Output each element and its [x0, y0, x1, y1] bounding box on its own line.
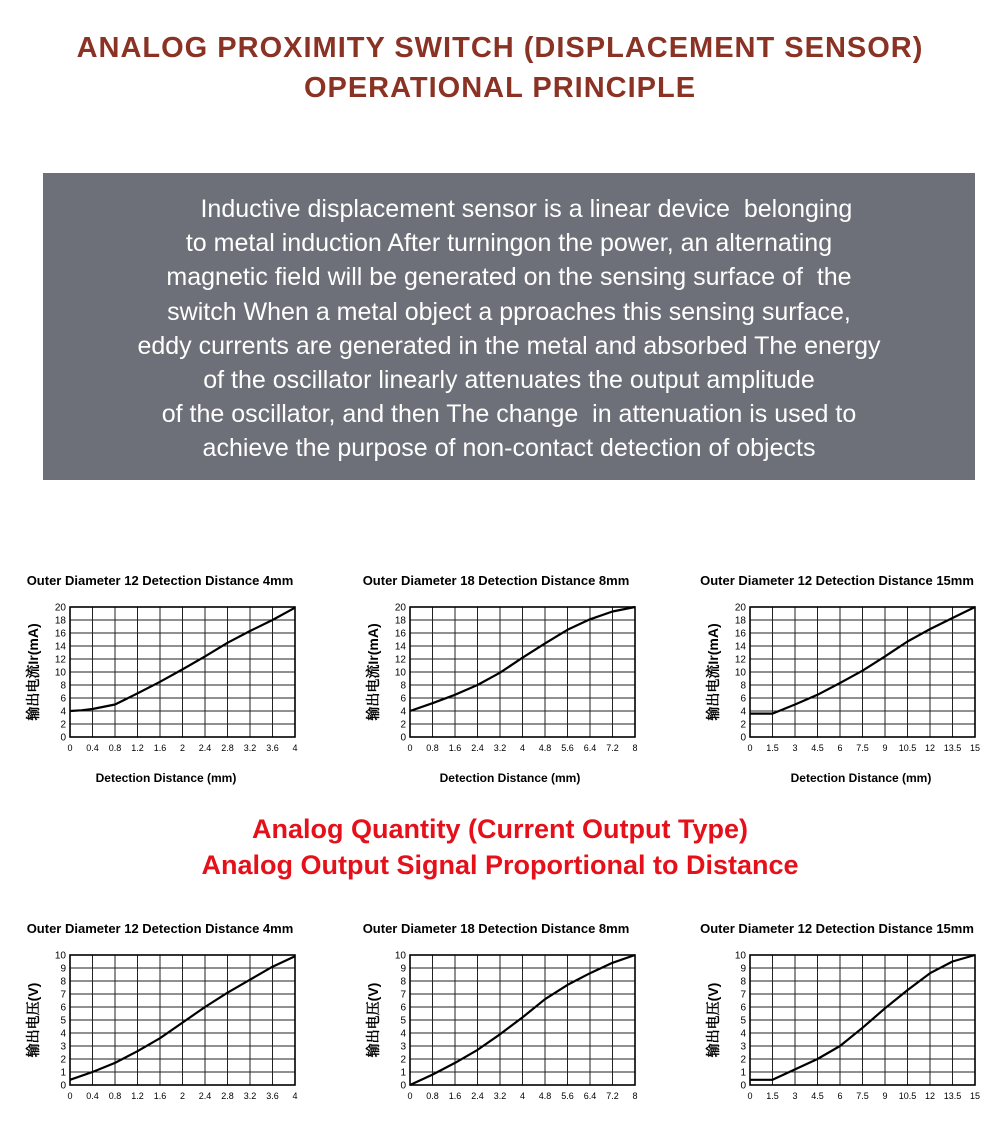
x-tick-label: 3.2 — [243, 1091, 257, 1101]
chart-xlabel: Detection Distance (mm) — [95, 771, 237, 785]
current-chart-12-4mm — [0, 595, 330, 760]
y-tick-label: 4 — [60, 1028, 66, 1040]
description-box — [43, 173, 975, 480]
y-tick-label: 4 — [740, 1028, 746, 1040]
x-tick-label: 3.6 — [266, 1091, 279, 1101]
description-line: to metal induction After turningon the power, an alternating — [185, 229, 833, 258]
y-tick-label: 14 — [54, 641, 66, 653]
section-title — [0, 811, 1000, 883]
x-tick-label: 1.6 — [153, 1091, 167, 1101]
voltage-chart-12-15mm — [680, 943, 1000, 1108]
chart-title: Outer Diameter 18 Detection Distance 8mm — [362, 921, 630, 936]
x-tick-label: 4.5 — [811, 743, 824, 753]
x-tick-label: 4.5 — [811, 1091, 824, 1101]
chart-title: Outer Diameter 12 Detection Distance 15mm — [700, 573, 974, 588]
chart-grid — [750, 607, 975, 737]
x-tick-label: 3 — [792, 743, 798, 753]
x-tick-label: 0 — [67, 743, 73, 753]
chart-grid — [750, 955, 975, 1085]
x-tick-label: 5.6 — [561, 743, 574, 753]
chart-xlabel: Detection Distance (mm) — [790, 771, 932, 785]
description-line: switch When a metal object a pproaches this sensing surface, — [167, 297, 851, 326]
y-tick-label: 2 — [400, 1054, 406, 1066]
x-tick-label: 6.4 — [583, 1091, 597, 1101]
x-tick-label: 0 — [67, 1091, 73, 1101]
description-line: Inductive displacement sensor is a linear device belonging — [165, 195, 853, 223]
y-tick-label: 14 — [394, 641, 406, 653]
chart-title: Outer Diameter 12 Detection Distance 4mm — [26, 921, 294, 936]
y-tick-label: 10 — [394, 667, 406, 679]
x-tick-label: 9 — [882, 743, 888, 753]
x-tick-label: 0.4 — [86, 1091, 99, 1101]
x-tick-label: 15 — [969, 743, 981, 753]
y-tick-label: 18 — [54, 615, 66, 627]
y-tick-label: 2 — [60, 719, 66, 731]
y-tick-label: 20 — [734, 602, 746, 614]
y-tick-label: 8 — [400, 680, 406, 692]
y-tick-label: 3 — [60, 1041, 66, 1053]
x-tick-label: 2.8 — [221, 1091, 234, 1101]
x-tick-label: 7.2 — [606, 1091, 619, 1101]
x-tick-label: 3.2 — [243, 743, 257, 753]
y-tick-label: 1 — [60, 1067, 66, 1079]
x-tick-label: 8 — [632, 743, 638, 753]
y-tick-label: 6 — [740, 693, 746, 705]
y-tick-label: 10 — [54, 667, 66, 679]
y-tick-label: 5 — [400, 1015, 406, 1027]
y-tick-label: 1 — [400, 1067, 406, 1079]
y-tick-label: 4 — [400, 706, 406, 718]
x-tick-label: 7.5 — [856, 1091, 869, 1101]
chart-grid — [410, 955, 635, 1085]
description-line: of the oscillator, and then The change in attenuation is used to — [161, 400, 857, 429]
x-tick-label: 4 — [519, 1091, 526, 1101]
y-tick-label: 0 — [60, 732, 66, 744]
y-tick-label: 18 — [394, 615, 406, 627]
x-tick-label: 0 — [747, 743, 753, 753]
y-tick-label: 8 — [400, 976, 406, 988]
x-tick-label: 3.2 — [493, 743, 507, 753]
x-tick-label: 1.2 — [131, 743, 144, 753]
y-tick-label: 20 — [54, 602, 66, 614]
y-tick-label: 0 — [400, 1080, 406, 1092]
y-tick-label: 7 — [740, 989, 746, 1001]
x-tick-label: 0.8 — [108, 1091, 122, 1101]
x-tick-label: 3.2 — [493, 1091, 507, 1101]
y-tick-label: 12 — [394, 654, 406, 666]
y-tick-label: 4 — [60, 706, 66, 718]
x-tick-label: 4 — [292, 743, 298, 753]
y-tick-label: 12 — [54, 654, 66, 666]
x-tick-label: 15 — [969, 1091, 981, 1101]
voltage-chart-12-4mm — [0, 943, 330, 1108]
y-tick-label: 16 — [54, 628, 66, 640]
y-tick-label: 6 — [60, 693, 66, 705]
x-tick-label: 4.8 — [538, 743, 552, 753]
y-axis-label: 输出电压(V) — [705, 982, 721, 1058]
x-tick-label: 13.5 — [943, 1091, 962, 1101]
y-tick-label: 6 — [400, 693, 406, 705]
chart-grid — [70, 955, 295, 1085]
y-tick-label: 6 — [60, 1002, 66, 1014]
x-tick-label: 1.6 — [153, 743, 167, 753]
x-tick-label: 13.5 — [943, 743, 962, 753]
x-tick-label: 0 — [407, 1091, 413, 1101]
x-tick-label: 2.4 — [471, 1091, 484, 1101]
y-tick-label: 3 — [740, 1041, 746, 1053]
y-tick-label: 8 — [60, 680, 66, 692]
page-title-line2: OPERATIONAL PRINCIPLE — [303, 72, 697, 104]
x-tick-label: 0.8 — [426, 743, 439, 753]
y-tick-label: 4 — [740, 706, 746, 718]
x-tick-label: 1.6 — [448, 743, 462, 753]
x-tick-label: 0.8 — [108, 743, 122, 753]
y-tick-label: 9 — [60, 963, 66, 975]
x-tick-label: 12 — [924, 743, 936, 753]
chart-title: Outer Diameter 18 Detection Distance 8mm — [362, 573, 630, 588]
y-tick-label: 9 — [400, 963, 406, 975]
y-tick-label: 12 — [734, 654, 746, 666]
y-axis-label: 输出电流Ir(mA) — [705, 623, 721, 721]
y-tick-label: 8 — [740, 976, 746, 988]
x-tick-label: 5.6 — [561, 1091, 574, 1101]
x-tick-label: 0 — [747, 1091, 753, 1101]
x-tick-label: 2.4 — [198, 1091, 212, 1101]
x-tick-label: 6 — [837, 743, 843, 753]
chart-title: Outer Diameter 12 Detection Distance 15mm — [700, 921, 974, 936]
x-tick-label: 2 — [179, 1091, 186, 1101]
x-tick-label: 3 — [792, 1091, 798, 1101]
chart-grid — [410, 607, 635, 737]
section-title-line2: Analog Output Signal Proportional to Distance — [201, 850, 799, 880]
x-tick-label: 4 — [292, 1091, 298, 1101]
x-tick-label: 1.5 — [766, 1091, 779, 1101]
x-tick-label: 7.5 — [856, 743, 869, 753]
x-tick-label: 4 — [519, 743, 526, 753]
x-tick-label: 3.6 — [266, 743, 279, 753]
y-tick-label: 0 — [740, 1080, 746, 1092]
x-tick-label: 2.4 — [471, 743, 484, 753]
page-title — [0, 28, 1000, 108]
y-axis-label: 输出电流Ir(mA) — [365, 623, 381, 721]
x-tick-label: 1.2 — [131, 1091, 144, 1101]
y-tick-label: 0 — [740, 732, 746, 744]
y-tick-label: 7 — [400, 989, 406, 1001]
y-tick-label: 14 — [734, 641, 746, 653]
x-tick-label: 7.2 — [606, 743, 619, 753]
x-tick-label: 6 — [837, 1091, 843, 1101]
description-line: eddy currents are generated in the metal and absorbed The energy — [137, 331, 881, 360]
y-tick-label: 3 — [400, 1041, 406, 1053]
x-tick-label: 2 — [179, 743, 186, 753]
x-tick-label: 0.4 — [86, 743, 99, 753]
y-tick-label: 10 — [394, 950, 406, 962]
x-tick-label: 2.4 — [198, 743, 212, 753]
description-line: of the oscillator linearly attenuates the output amplitude — [203, 366, 815, 395]
y-tick-label: 10 — [54, 950, 66, 962]
y-tick-label: 2 — [60, 1054, 66, 1066]
y-tick-label: 16 — [734, 628, 746, 640]
y-axis-label: 输出电压(V) — [25, 982, 41, 1058]
x-tick-label: 0 — [407, 743, 413, 753]
x-tick-label: 1.5 — [766, 743, 779, 753]
y-tick-label: 0 — [400, 732, 406, 744]
y-tick-label: 8 — [740, 680, 746, 692]
x-tick-label: 6.4 — [583, 743, 597, 753]
y-axis-label: 输出电压(V) — [365, 982, 381, 1058]
x-tick-label: 1.6 — [448, 1091, 462, 1101]
y-tick-label: 20 — [394, 602, 406, 614]
x-tick-label: 4.8 — [538, 1091, 552, 1101]
page-title-line1: ANALOG PROXIMITY SWITCH (DISPLACEMENT SENSOR) — [76, 32, 924, 64]
x-tick-label: 0.8 — [426, 1091, 439, 1101]
chart-title: Outer Diameter 12 Detection Distance 4mm — [26, 573, 294, 588]
x-tick-label: 12 — [924, 1091, 936, 1101]
y-tick-label: 7 — [60, 989, 66, 1001]
y-axis-label: 输出电流Ir(mA) — [25, 623, 41, 721]
current-chart-12-15mm — [680, 595, 1000, 760]
voltage-chart-18-8mm — [340, 943, 670, 1108]
y-tick-label: 1 — [740, 1067, 746, 1079]
y-tick-label: 18 — [734, 615, 746, 627]
y-tick-label: 6 — [400, 1002, 406, 1014]
y-tick-label: 4 — [400, 1028, 406, 1040]
x-tick-label: 9 — [882, 1091, 888, 1101]
description-line: magnetic field will be generated on the sensing surface of the — [166, 263, 852, 292]
chart-xlabel: Detection Distance (mm) — [439, 771, 581, 785]
y-tick-label: 5 — [740, 1015, 746, 1027]
x-tick-label: 2.8 — [221, 743, 234, 753]
y-tick-label: 9 — [740, 963, 746, 975]
y-tick-label: 2 — [740, 1054, 746, 1066]
x-tick-label: 10.5 — [898, 743, 917, 753]
y-tick-label: 5 — [60, 1015, 66, 1027]
y-tick-label: 0 — [60, 1080, 66, 1092]
x-tick-label: 8 — [632, 1091, 638, 1101]
y-tick-label: 10 — [734, 950, 746, 962]
current-chart-18-8mm — [340, 595, 670, 760]
section-title-line1: Analog Quantity (Current Output Type) — [252, 814, 748, 844]
y-tick-label: 10 — [734, 667, 746, 679]
description-line: achieve the purpose of non-contact detection of objects — [202, 434, 816, 463]
x-tick-label: 10.5 — [898, 1091, 917, 1101]
y-tick-label: 2 — [740, 719, 746, 731]
y-tick-label: 16 — [394, 628, 406, 640]
y-tick-label: 2 — [400, 719, 406, 731]
y-tick-label: 6 — [740, 1002, 746, 1014]
y-tick-label: 8 — [60, 976, 66, 988]
